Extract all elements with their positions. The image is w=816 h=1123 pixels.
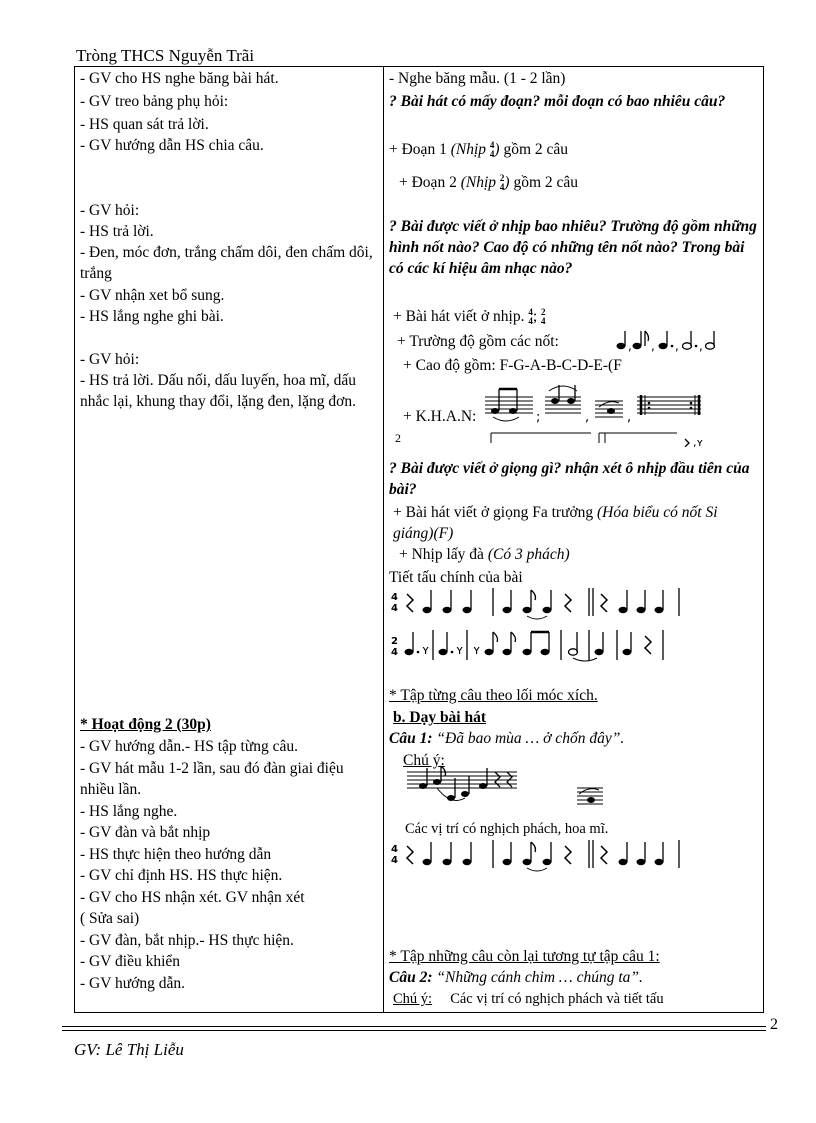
anacrusis-text: + Nhịp lấy đà bbox=[399, 546, 488, 563]
svg-text:4: 4 bbox=[391, 592, 398, 603]
first-ending-number: 2 bbox=[395, 431, 401, 445]
phrase-label: Câu 2: bbox=[389, 969, 433, 986]
note-label: Chú ý: bbox=[393, 991, 433, 1007]
left-line: - HS trả lời. Dấu nối, dấu luyến, hoa mĩ, dấu nhắc lại, khung thay đổi, lặng đen, lặng đơn. bbox=[80, 372, 356, 410]
left-line: - HS thực hiện theo hướng dẫn bbox=[80, 846, 272, 863]
section-2-line bbox=[399, 172, 578, 193]
right-line: - Nghe băng mẫu. (1 - 2 lần) bbox=[389, 70, 566, 87]
section-desc: gồm 2 câu bbox=[509, 174, 579, 191]
left-line: - GV đàn, bắt nhịp.- HS thực hiện. bbox=[80, 932, 294, 949]
note-label: Chú ý: bbox=[403, 752, 445, 769]
pitch-line: + Cao độ gồm: F-G-A-B-C-D-E-(F bbox=[403, 357, 622, 374]
svg-text:4: 4 bbox=[391, 844, 398, 855]
ts-top: 2 bbox=[499, 173, 505, 184]
left-line: - HS trả lời. bbox=[80, 223, 154, 240]
left-line: - GV điều khiển bbox=[80, 953, 181, 970]
left-line: - HS lắng nghe ghi bài. bbox=[80, 308, 224, 325]
note-durations-graphic bbox=[615, 327, 765, 353]
svg-text:4: 4 bbox=[391, 647, 398, 658]
svg-text:ʏ: ʏ bbox=[422, 643, 430, 657]
left-line: - GV hát mẫu 1-2 lần, sau đó đàn giai điệu nhiều lần. bbox=[80, 760, 344, 798]
footer-rule bbox=[62, 1030, 766, 1031]
svg-text:,: , bbox=[699, 339, 703, 353]
chain-practice: * Tập từng câu theo lối móc xích. bbox=[389, 687, 598, 704]
main-rhythm-title: Tiết tấu chính của bài bbox=[389, 569, 523, 586]
svg-text:2: 2 bbox=[391, 636, 398, 647]
svg-text:4: 4 bbox=[391, 855, 398, 866]
svg-text:,: , bbox=[627, 410, 632, 425]
left-line: - GV hỏi: bbox=[80, 351, 140, 368]
meter-label: (Nhịp bbox=[460, 174, 500, 191]
ts-bottom: 4 bbox=[528, 316, 533, 327]
left-line: - GV hướng dẫn HS chia câu. bbox=[80, 137, 264, 154]
music-symbols-graphic bbox=[481, 381, 721, 447]
left-line: - HS lắng nghe. bbox=[80, 803, 178, 820]
anacrusis-note: (Có 3 phách) bbox=[487, 546, 570, 563]
svg-text:ʏ: ʏ bbox=[456, 643, 464, 657]
note-2-line bbox=[393, 989, 664, 1010]
left-line: - HS quan sát trả lời. bbox=[80, 116, 209, 133]
svg-text:,: , bbox=[585, 410, 590, 425]
section-label: + Đoạn 2 bbox=[399, 174, 461, 191]
meter-label: (Nhịp bbox=[450, 141, 490, 158]
anacrusis-line bbox=[399, 544, 570, 565]
section-label: + Đoạn 1 bbox=[389, 141, 451, 158]
left-line: ( Sửa sai) bbox=[80, 910, 140, 927]
main-rhythm-graphic bbox=[389, 584, 689, 672]
ts-top: 2 bbox=[541, 307, 546, 318]
teach-song-heading: b. Dạy bài hát bbox=[393, 709, 487, 726]
ts-bottom: 4 bbox=[489, 149, 495, 160]
meter-line bbox=[393, 306, 546, 327]
ts-top: 4 bbox=[489, 140, 495, 151]
syncopation-note: Các vị trí có nghịch phách và tiết tấu bbox=[432, 991, 664, 1007]
left-line: - GV hướng dẫn. bbox=[80, 975, 185, 992]
svg-text:;: ; bbox=[536, 410, 541, 425]
phrase-lyrics: “Những cánh chim … chúng ta”. bbox=[432, 969, 643, 986]
phrase-1-line bbox=[389, 728, 624, 749]
durations-line: + Trường độ gồm các nốt: bbox=[397, 333, 559, 350]
key-note: (Hóa biểu có nốt Si giáng)(F) bbox=[393, 504, 718, 542]
svg-text:ʏ: ʏ bbox=[473, 643, 481, 657]
left-line: - GV nhận xet bổ sung. bbox=[80, 287, 225, 304]
svg-text:,ʏ: ,ʏ bbox=[693, 436, 704, 447]
left-line: - Đen, móc đơn, trắng chấm dôi, đen chấm dôi, trắng bbox=[80, 244, 373, 282]
teacher-name: GV: Lê Thị Liễu bbox=[74, 1040, 184, 1059]
svg-text:,: , bbox=[628, 339, 632, 353]
column-divider bbox=[383, 66, 384, 1013]
practice-rest: * Tập những câu còn lại tương tự tập câu 1: bbox=[389, 948, 660, 965]
phrase-lyrics: “Đã bao mùa … ở chốn đây”. bbox=[432, 730, 625, 747]
syncopation-note: Các vị trí có nghịch phách, hoa mĩ. bbox=[405, 821, 609, 837]
left-line: - GV treo bảng phụ hỏi: bbox=[80, 93, 229, 110]
question-1: ? Bài hát có mấy đoạn? mỗi đoạn có bao nhiêu câu? bbox=[389, 93, 726, 110]
activity-2-heading: * Hoạt động 2 (30p) bbox=[80, 716, 211, 733]
footer-rule bbox=[62, 1026, 766, 1027]
ts-top: 4 bbox=[528, 307, 533, 318]
phrase-2-line bbox=[389, 967, 643, 988]
ts-bottom: 4 bbox=[541, 316, 546, 327]
phrase-1-staff-graphic bbox=[407, 764, 647, 808]
left-line: - GV hướng dẫn.- HS tập từng câu. bbox=[80, 738, 298, 755]
header-school: Tròng THCS Nguyễn Trãi bbox=[76, 46, 255, 65]
meter-text: + Bài hát viết ở nhịp. bbox=[393, 308, 525, 325]
symbols-line: + K.H.A.N: bbox=[403, 408, 477, 425]
svg-text:4: 4 bbox=[391, 603, 398, 614]
meter-close: ) bbox=[494, 141, 500, 158]
key-line bbox=[393, 502, 759, 544]
time-signature bbox=[541, 308, 546, 326]
svg-text:,: , bbox=[675, 339, 679, 353]
section-desc: gồm 2 câu bbox=[499, 141, 569, 158]
question-2: ? Bài được viết ở nhịp bao nhiêu? Trường độ gồm những hình nốt nào? Cao độ có những tên nốt nào? Trong bài có các kí hiệu âm nhạc nào? bbox=[389, 218, 757, 277]
svg-text:,: , bbox=[651, 339, 655, 353]
key-text: + Bài hát viết ở giọng Fa trưởng bbox=[393, 504, 598, 521]
left-line: - GV hỏi: bbox=[80, 202, 140, 219]
phrase-label: Câu 1: bbox=[389, 730, 433, 747]
phrase-1-rhythm-graphic bbox=[389, 836, 689, 880]
left-line: - GV cho HS nghe băng bài hát. bbox=[80, 70, 279, 87]
separator: ; bbox=[532, 308, 538, 325]
left-line: - GV cho HS nhận xét. GV nhận xét bbox=[80, 889, 305, 906]
section-1-line bbox=[389, 139, 568, 160]
page-number: 2 bbox=[770, 1016, 778, 1033]
meter-close: ) bbox=[504, 174, 510, 191]
ts-bottom: 4 bbox=[499, 182, 505, 193]
left-line: - GV đàn và bắt nhịp bbox=[80, 824, 211, 841]
left-line: - GV chỉ định HS. HS thực hiện. bbox=[80, 867, 283, 884]
question-3: ? Bài được viết ở giọng gì? nhận xét ô nhịp đầu tiên của bài? bbox=[389, 460, 750, 498]
